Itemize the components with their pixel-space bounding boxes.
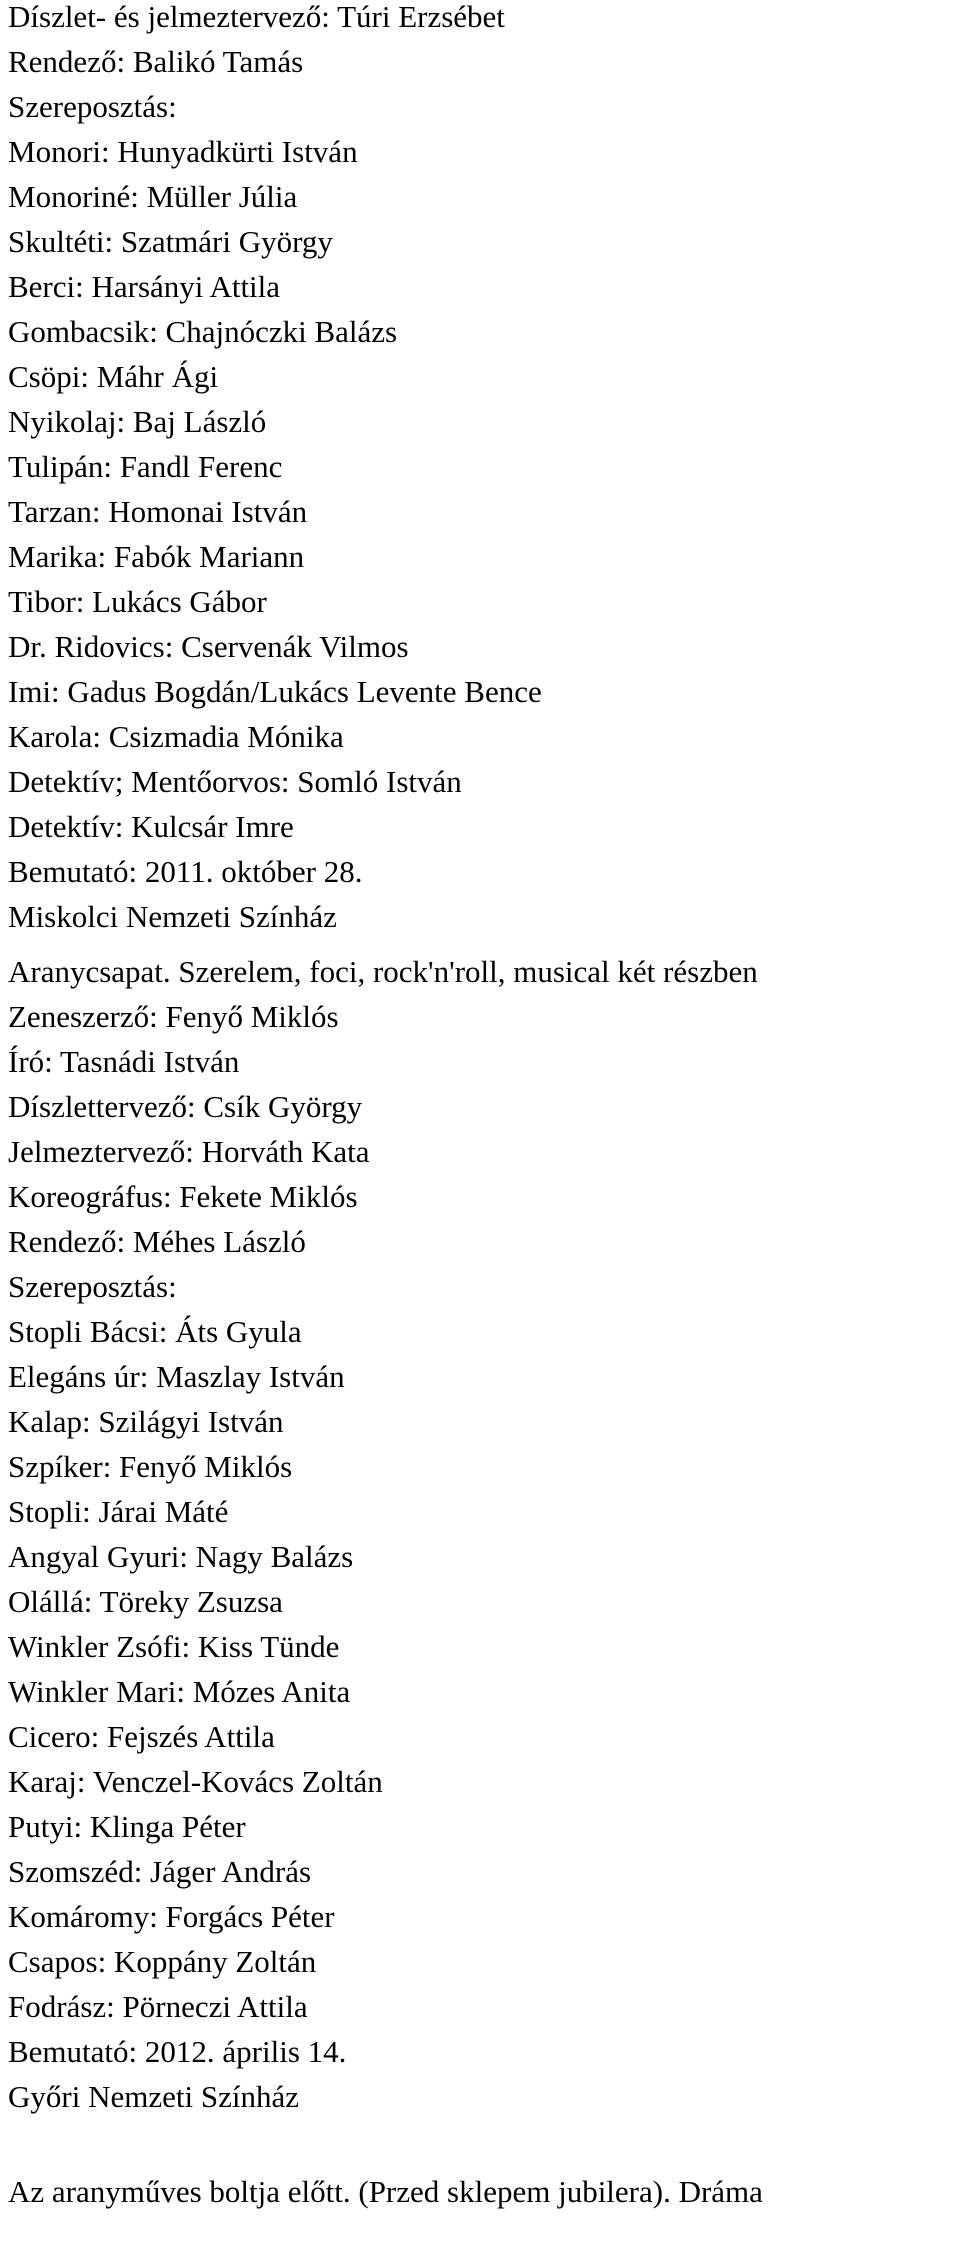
cast-heading: Szereposztás: <box>8 1269 177 1304</box>
cast-line: Csöpi: Máhr Ági <box>8 359 219 394</box>
credit-line: Író: Tasnádi István <box>8 1044 240 1079</box>
cast-line: Stopli Bácsi: Áts Gyula <box>8 1314 302 1349</box>
cast-line: Elegáns úr: Maszlay István <box>8 1359 345 1394</box>
cast-line: Olállá: Töreky Zsuzsa <box>8 1584 283 1619</box>
cast-line: Stopli: Járai Máté <box>8 1494 229 1529</box>
cast-line: Berci: Harsányi Attila <box>8 269 281 304</box>
cast-line: Kalap: Szilágyi István <box>8 1404 284 1439</box>
cast-line: Nyikolaj: Baj László <box>8 404 267 439</box>
cast-line: Detektív; Mentőorvos: Somló István <box>8 764 462 799</box>
production-title: Aranycsapat. Szerelem, foci, rock'n'roll, musical két részben <box>8 954 758 989</box>
cast-line: Fodrász: Pörneczi Attila <box>8 1989 308 2024</box>
credit-line: Rendező: Balikó Tamás <box>8 44 304 79</box>
cast-line: Monori: Hunyadkürti István <box>8 134 358 169</box>
credit-line: Díszlet- és jelmeztervező: Túri Erzsébet <box>8 0 505 34</box>
premiere-date: Bemutató: 2011. október 28. <box>8 854 363 889</box>
cast-line: Monoriné: Müller Júlia <box>8 179 298 214</box>
cast-line: Dr. Ridovics: Cservenák Vilmos <box>8 629 409 664</box>
credit-line: Koreográfus: Fekete Miklós <box>8 1179 358 1214</box>
cast-line: Tarzan: Homonai István <box>8 494 308 529</box>
cast-heading: Szereposztás: <box>8 89 177 124</box>
cast-line: Winkler Zsófi: Kiss Tünde <box>8 1629 340 1664</box>
production-credits-block-1 <box>8 0 960 939</box>
cast-line: Csapos: Koppány Zoltán <box>8 1944 317 1979</box>
cast-line: Komáromy: Forgács Péter <box>8 1899 335 1934</box>
cast-line: Tulipán: Fandl Ferenc <box>8 449 283 484</box>
cast-line: Skultéti: Szatmári György <box>8 224 333 259</box>
credit-line: Jelmeztervező: Horváth Kata <box>8 1134 370 1169</box>
cast-line: Gombacsik: Chajnóczki Balázs <box>8 314 398 349</box>
premiere-date: Bemutató: 2012. április 14. <box>8 2034 347 2069</box>
cast-line: Szomszéd: Jáger András <box>8 1854 312 1889</box>
cast-line: Putyi: Klinga Péter <box>8 1809 246 1844</box>
cast-line: Winkler Mari: Mózes Anita <box>8 1674 351 1709</box>
credit-line: Rendező: Méhes László <box>8 1224 306 1259</box>
credit-line: Díszlettervező: Csík György <box>8 1089 363 1124</box>
cast-line: Imi: Gadus Bogdán/Lukács Levente Bence <box>8 674 542 709</box>
production-credits-block-3 <box>8 2169 960 2214</box>
cast-line: Karola: Csizmadia Mónika <box>8 719 344 754</box>
production-credits-block-2 <box>8 949 960 2119</box>
theatre-name: Miskolci Nemzeti Színház <box>8 899 337 934</box>
cast-line: Cicero: Fejszés Attila <box>8 1719 275 1754</box>
theatre-name: Győri Nemzeti Színház <box>8 2079 299 2114</box>
credit-line: Zeneszerző: Fenyő Miklós <box>8 999 339 1034</box>
cast-line: Marika: Fabók Mariann <box>8 539 305 574</box>
cast-line: Karaj: Venczel-Kovács Zoltán <box>8 1764 383 1799</box>
cast-line: Tibor: Lukács Gábor <box>8 584 267 619</box>
production-title: Az aranyműves boltja előtt. (Przed sklepem jubilera). Dráma <box>8 2174 763 2209</box>
cast-line: Detektív: Kulcsár Imre <box>8 809 294 844</box>
cast-line: Angyal Gyuri: Nagy Balázs <box>8 1539 354 1574</box>
cast-line: Szpíker: Fenyő Miklós <box>8 1449 293 1484</box>
